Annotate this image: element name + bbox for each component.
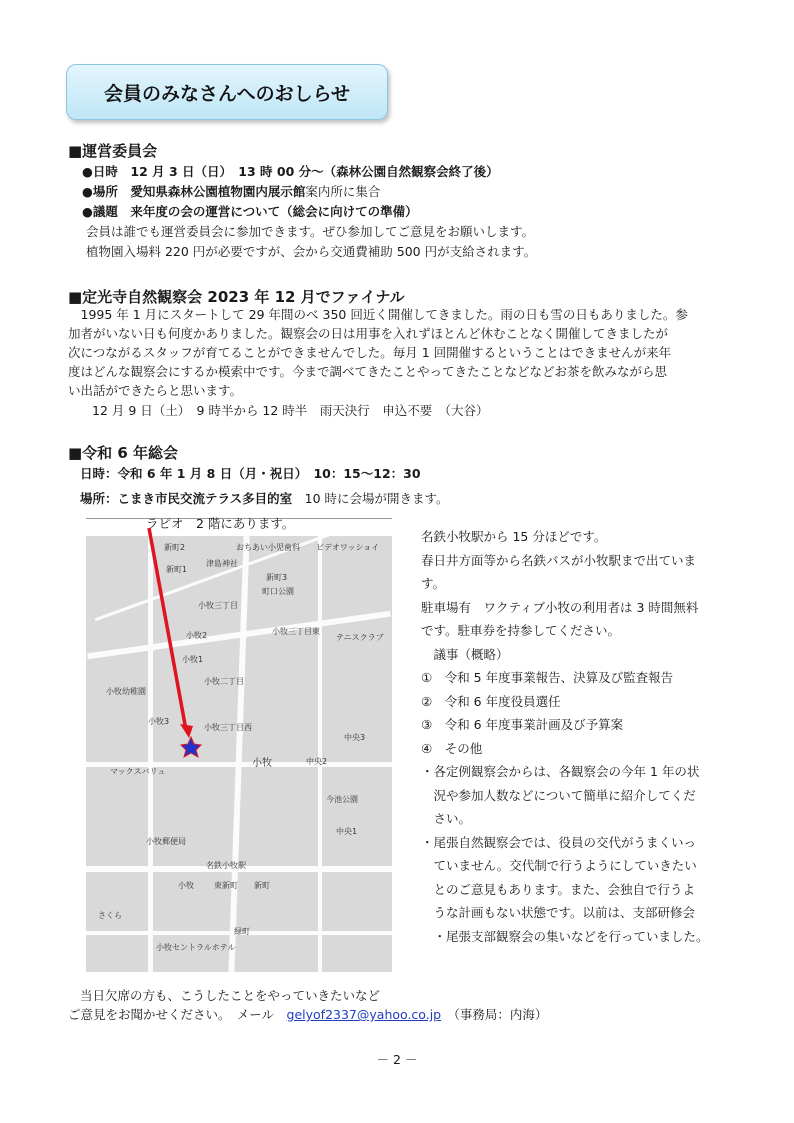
banner-title: 会員のみなさんへのおしらせ [103,82,351,105]
detail-line: ・尾張自然観察会では、役員の交代がうまくいっ [421,834,697,850]
map-label: 名鉄小牧駅 [206,861,246,870]
meeting-datetime: 日時：令和 6 年 1 月 8 日（月・祝日） 10：15～12：30 [80,466,421,481]
map-label: 津島神社 [206,559,238,568]
jokoji-schedule: 12 月 9 日（土） 9 時半から 12 時半 雨天決行 申込不要 （大谷） [92,403,489,418]
map-label: 小牧郵便局 [146,837,186,846]
map-label: 小牧セントラルホテル [156,943,236,952]
map-label: 小牧三丁目西 [204,723,252,732]
meeting-place-name: 場所：こまき市民交流テラス多目的室 [80,491,293,506]
committee-topic: ●議題 来年度の会の運営について（総会に向けての準備） [82,204,418,219]
agenda-item: ② 令和 6 年度役員選任 [421,693,561,709]
map-label: 新町1 [166,565,188,574]
jokoji-line: 1995 年 1 月にスタートして 29 年間のべ 350 回近く開催してきました。雨の日も雪の日もありました。参 [68,307,688,322]
map-label: 小牧3 [148,717,170,726]
footer-prefix: ご意見をお聞かせください。 メール [68,1007,275,1022]
footer-suffix: （事務局：内海） [453,1007,548,1022]
detail-line: さい。 [421,811,472,826]
detail-line: 況や参加人数などについて簡単に紹介してくだ [421,787,696,803]
map-label: マックスバリュ [110,767,166,776]
committee-note-1: 会員は誰でも運営委員会に参加できます。ぜひ参加してご意見をお願いします。 [86,224,535,239]
section-heading-jokoji: ■定光寺自然観察会 2023 年 12 月でファイナル [68,288,405,306]
agenda-item: ③ 令和 6 年度事業計画及び予算案 [421,717,624,732]
map-label: 緑町 [234,927,250,936]
section-heading-general-meeting: ■令和 6 年総会 [68,444,179,462]
detail-line: ていません。交代制で行うようにしていきたい [421,858,697,873]
map-label: 小牧二丁目 [204,677,244,686]
committee-note-2: 植物園入場料 220 円が必要ですが、会から交通費補助 500 円が支給されます。 [86,244,537,259]
meeting-details [421,525,721,948]
section-heading-committee: ■運営委員会 [68,142,158,160]
committee-place-detail: 案内所に集合 [305,184,381,199]
detail-line: ・尾張支部観察会の集いなどを行っていました。 [421,928,709,944]
map-label: 小牧1 [182,655,204,664]
arrow-line [149,528,186,730]
agenda-item: ① 令和 5 年度事業報告、決算及び監査報告 [421,670,674,685]
detail-line: 春日井方面等から名鉄バスが小牧駅まで出ていま [421,552,697,568]
map-label: 小牧2 [186,631,208,640]
map-label: 小牧三丁目 [198,601,238,610]
map-label: ビデオワッショイ [316,543,380,552]
map-label: 新町3 [266,573,288,582]
email-link[interactable]: gelyof2337@yahoo.co.jp [286,1007,442,1022]
jokoji-line: 加者がいない日も何度かありました。観察会の日は用事を入れずほとんど休むことなく開催してきましたが [68,326,669,341]
map-label: 今池公園 [326,795,358,804]
map-label: 中央1 [336,827,358,836]
detail-line: うな計画もない状態です。以前は、支部研修会 [421,905,696,920]
map-label: 新町2 [164,543,186,552]
detail-line: 駐車場有 ワクティブ小牧の利用者は 3 時間無料 [421,599,699,615]
committee-date: ●日時 12 月 3 日（日） 13 時 00 分～（森林公園自然観察会終了後） [82,164,499,179]
map-label: 新町 [254,881,270,890]
jokoji-line: 度はどんな観察会にするか模索中です。今まで調べてきたことやってきたことなどなどお茶を飲みながら思 [68,364,668,379]
jokoji-line: い出話ができたらと思います。 [68,383,243,398]
detail-line: 議事（概略） [421,646,509,662]
map-label: テニスクラブ [336,633,384,642]
detail-line: ・各定例観察会からは、各観察会の今年 1 年の状 [421,764,700,779]
agenda-item: ④ その他 [421,740,483,756]
map-label: 小牧 [178,881,194,890]
map-label: さくら [98,911,122,920]
location-star-icon [181,737,201,757]
footer-line-2 [68,1005,547,1025]
detail-line: です。駐車券を持参してください。 [421,623,621,638]
committee-place-name: ●場所 愛知県森林公園植物園内展示館 [82,184,306,199]
map-label: 中央2 [306,757,328,766]
map-label: 小牧幼稚園 [106,687,146,696]
detail-line: とのご意見もあります。また、会独自で行うよ [421,881,696,897]
map-caption: ラピオ 2 階にあります。 [146,516,295,531]
map-label: 小牧三丁目東 [272,627,320,636]
footer-line-1: 当日欠席の方も、こうしたことをやっていきたいなど [80,988,381,1003]
map-label: 東新町 [214,881,238,890]
detail-line: 名鉄小牧駅から 15 分ほどです。 [421,529,607,544]
jokoji-line: 次につながるスタッフが育てることができませんでした。毎月 1 回開催するということはできませんが来年 [68,345,672,360]
map-label: おちあい小児歯科 [236,543,300,552]
detail-line: す。 [421,576,446,591]
map-label: 中央3 [344,733,366,742]
map-label: 小牧 [252,758,272,769]
page-number: － 2 － [376,1052,418,1067]
map-label: 町口公園 [262,587,294,596]
meeting-place-note: 10 時に会場が開きます。 [304,491,449,506]
